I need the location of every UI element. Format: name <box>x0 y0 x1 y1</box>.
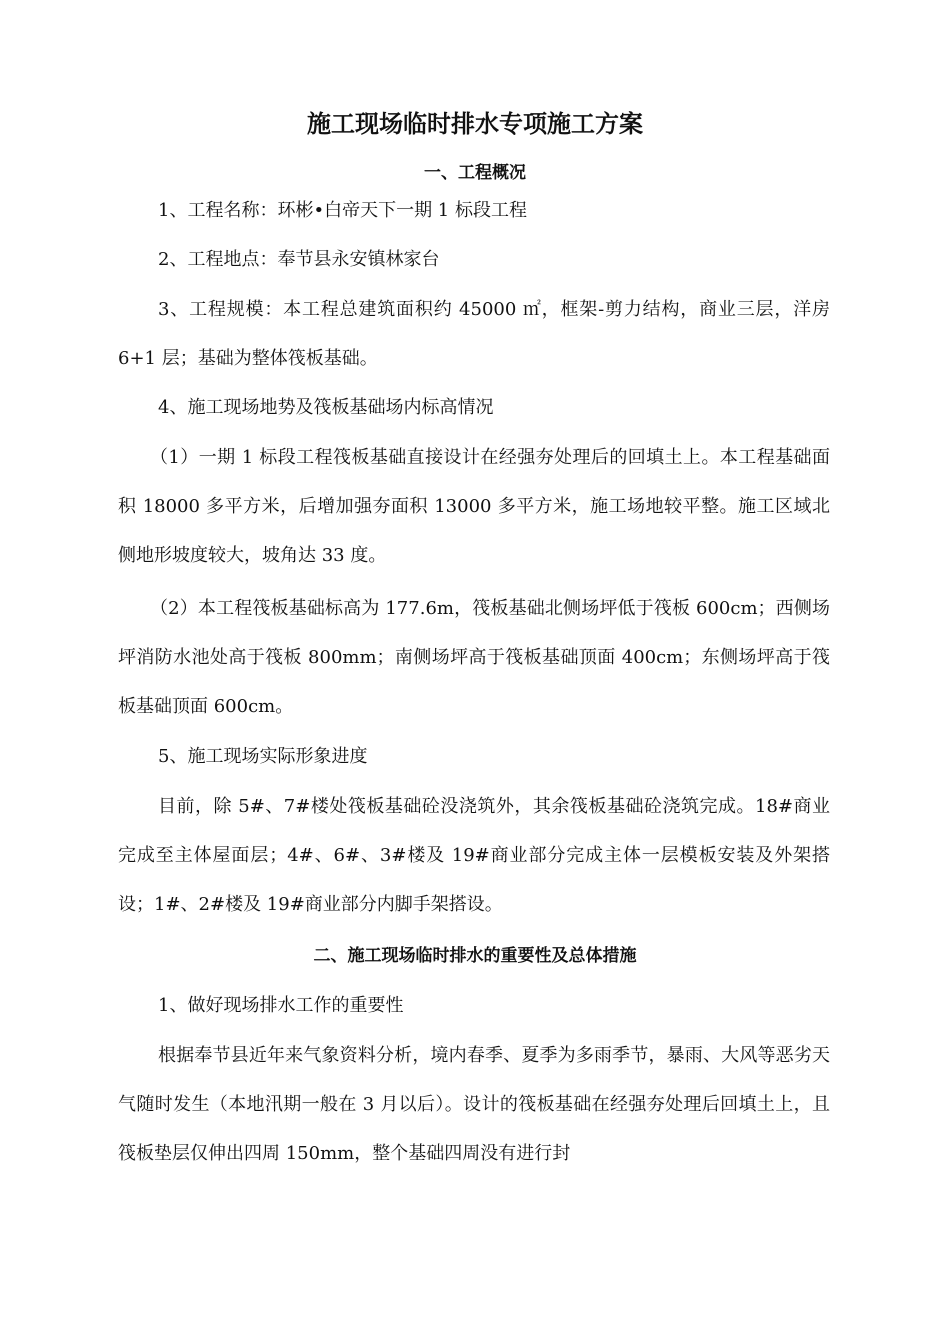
terrain-paragraph-1: （1）一期 1 标段工程筏板基础直接设计在经强夯处理后的回填土上。本工程基础面积 18000 多平方米，后增加强夯面积 13000 多平方米，施工场地较平整。施工区域北侧地形坡度较大，坡角达 33 度。 <box>118 447 830 566</box>
terrain-paragraph-2: （2）本工程筏板基础标高为 177.6m，筏板基础北侧场坪低于筏板 600cm；西侧场坪消防水池处高于筏板 800mm；南侧场坪高于筏板基础顶面 400cm；东侧场坪高于筏板基础顶面 600cm。 <box>118 598 830 717</box>
section-heading-overview: 一、工程概况 <box>424 163 526 183</box>
section-heading-drainage: 二、施工现场临时排水的重要性及总体措施 <box>313 946 637 966</box>
progress-heading: 5、施工现场实际形象进度 <box>158 746 368 767</box>
importance-paragraph: 根据奉节县近年来气象资料分析，境内春季、夏季为多雨季节，暴雨、大风等恶劣天气随时发生（本地汛期一般在 3 月以后）。设计的筏板基础在经强夯处理后回填土上，且筏板垫层仅伸出四周 150mm，整个基础四周没有进行封 <box>118 1045 830 1164</box>
project-scale: 3、工程规模：本工程总建筑面积约 45000 ㎡，框架-剪力结构，商业三层，洋房 6+1 层；基础为整体筏板基础。 <box>118 299 830 369</box>
importance-heading: 1、做好现场排水工作的重要性 <box>158 995 404 1016</box>
site-terrain-heading: 4、施工现场地势及筏板基础场内标高情况 <box>158 397 494 418</box>
project-location: 2、工程地点：奉节县永安镇林家台 <box>158 249 440 270</box>
project-name: 1、工程名称：环彬•白帝天下一期 1 标段工程 <box>158 200 527 221</box>
document-title: 施工现场临时排水专项施工方案 <box>307 110 643 138</box>
progress-paragraph: 目前，除 5#、7#楼处筏板基础砼没浇筑外，其余筏板基础砼浇筑完成。18#商业完成至主体屋面层；4#、6#、3#楼及 19#商业部分完成主体一层模板安装及外架搭设；1#、2#楼及 19#商业部分内脚手架搭设。 <box>118 796 830 915</box>
